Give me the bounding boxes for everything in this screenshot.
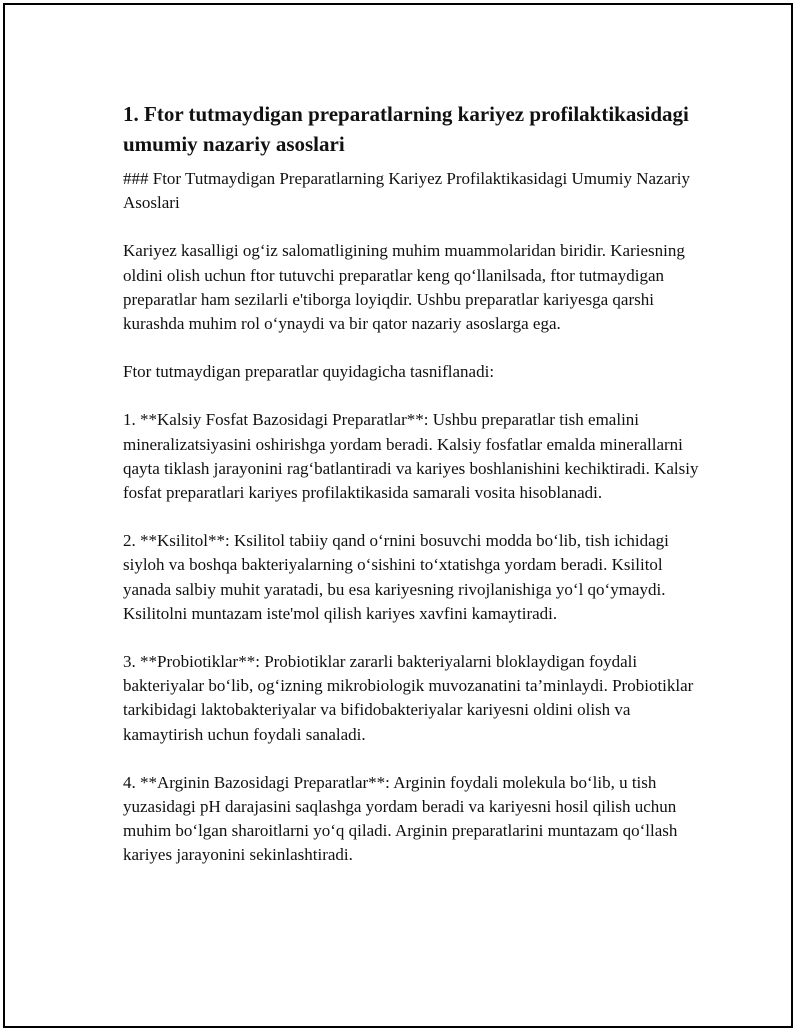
- document-body: [123, 99, 703, 868]
- list-item-xylitol: 2. **Ksilitol**: Ksilitol tabiiy qand o‘rnini bosuvchi modda bo‘lib, tish ichidagi siyloh va boshqa bakteriyalarning o‘sishini to‘xtatishga yordam beradi. Ksilitol yanada salbiy muhit yaratadi, bu esa kariyesning rivojlanishiga yo‘l qo‘ymaydi. Ksilitolni muntazam iste'mol qilish kariyes xavfini kamaytiradi.: [123, 531, 669, 623]
- document-subtitle: ### Ftor Tutmaydigan Preparatlarning Kariyez Profilaktikasidagi Umumiy Nazariy Asoslari: [123, 169, 691, 213]
- list-item-probiotics: 3. **Probiotiklar**: Probiotiklar zararli bakteriyalarni bloklaydigan foydali bakteriyalar bo‘lib, og‘izning mikrobiologik muvozanatini ta’minlaydi. Probiotiklar tarkibidagi laktobakteriyalar va bifidobakteriyalar kariyesni oldini olish va kamaytirish uchun foydali sanaladi.: [123, 652, 694, 744]
- intro-paragraph: Kariyez kasalligi og‘iz salomatligining muhim muammolaridan biridir. Kariesning oldini olish uchun ftor tutuvchi preparatlar keng qo‘llanilsada, ftor tutmaydigan preparatlar ham sezilarli e'tiborga loyiqdir. Ushbu preparatlar kariyesga qarshi kurashda muhim rol o‘ynaydi va bir qator nazariy asoslarga ega.: [123, 241, 685, 334]
- classification-intro: Ftor tutmaydigan preparatlar quyidagicha tasniflanadi:: [123, 362, 495, 382]
- list-item-arginine: 4. **Arginin Bazosidagi Preparatlar**: Arginin foydali molekula bo‘lib, u tish yuzasidagi pH darajasini saqlashga yordam beradi va kariyesni hosil qilish uchun muhim bo‘lgan sharoitlarni yo‘q qiladi. Arginin preparatlarini muntazam qo‘llash kariyes jarayonini sekinlashtiradi.: [123, 772, 678, 865]
- document-title: 1. Ftor tutmaydigan preparatlarning kariyez profilaktikasidagi umumiy nazariy asoslari: [123, 102, 689, 156]
- page-frame: [3, 3, 793, 1028]
- list-item-calcium-phosphate: 1. **Kalsiy Fosfat Bazosidagi Preparatlar**: Ushbu preparatlar tish emalini mineralizatsiyasini oshirishga yordam beradi. Kalsiy fosfatlar emalda minerallarni qayta tiklash jarayonini rag‘batlantiradi va kariyes boshlanishini kechiktiradi. Kalsiy fosfat preparatlari kariyes profilaktikasida samarali vosita hisoblanadi.: [123, 410, 699, 503]
